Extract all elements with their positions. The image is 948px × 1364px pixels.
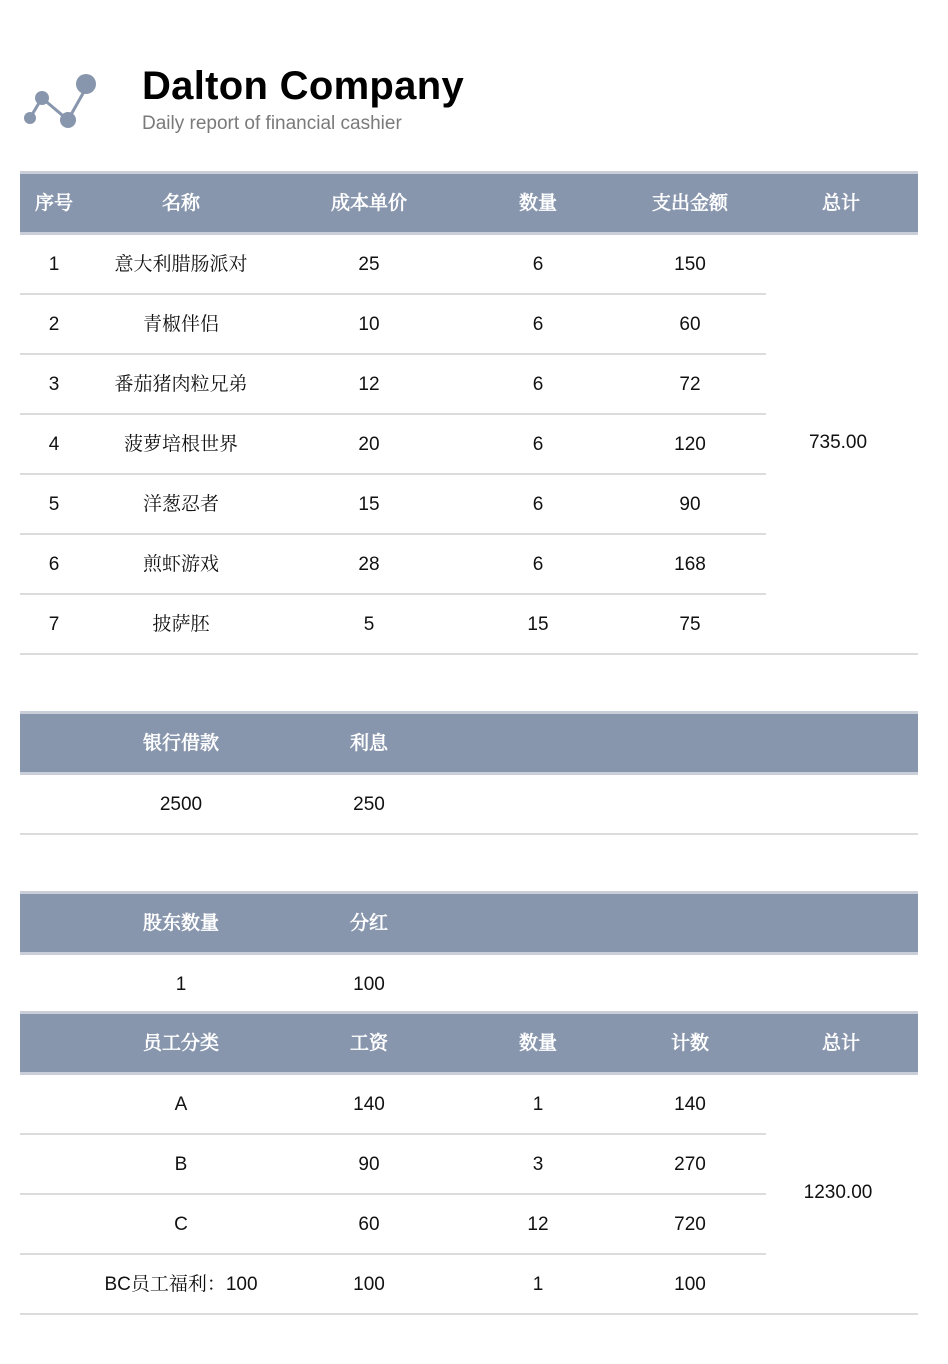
cell-qty: 6	[532, 374, 544, 395]
cell-count: 720	[674, 1214, 706, 1235]
col-header-amount: 支出金额	[651, 192, 729, 214]
cell-qty: 12	[527, 1214, 549, 1235]
col-header-total: 总计	[821, 1032, 861, 1054]
cell-qty: 6	[532, 554, 544, 575]
cell-name: 意大利腊肠派对	[114, 254, 248, 275]
table-bottom-line	[20, 833, 918, 835]
cell-no: 5	[48, 494, 60, 515]
table-row	[20, 355, 918, 415]
table-header	[20, 891, 918, 955]
cell-unit-cost: 25	[358, 254, 380, 275]
table-row	[20, 1195, 918, 1255]
cell-name: 番茄猪肉粒兄弟	[114, 374, 248, 395]
staff-total: 1230.00	[803, 1182, 873, 1203]
cell-unit-cost: 5	[363, 614, 375, 635]
col-header-name: 名称	[161, 192, 201, 214]
table-bottom-line	[20, 1313, 918, 1315]
cell-name: 煎虾游戏	[142, 554, 220, 575]
table-header	[20, 171, 918, 235]
col-header-loan: 银行借款	[142, 732, 220, 754]
table-row	[20, 535, 918, 595]
cell-no: 1	[48, 254, 60, 275]
col-header-count: 计数	[670, 1032, 710, 1054]
table-row	[20, 235, 918, 295]
table-header	[20, 711, 918, 775]
cell-name: 披萨胚	[152, 614, 210, 635]
cell-unit-cost: 10	[358, 314, 380, 335]
expense-total: 735.00	[808, 432, 868, 453]
cell-count: 270	[674, 1154, 706, 1175]
table-row	[20, 955, 918, 1009]
cell-qty: 6	[532, 434, 544, 455]
cell-count: 100	[674, 1274, 706, 1295]
company-title: Dalton Company	[142, 64, 464, 108]
cell-no: 7	[48, 614, 60, 635]
cell-qty: 3	[532, 1154, 544, 1175]
col-header-qty: 数量	[518, 1032, 558, 1054]
col-header-shareholders: 股东数量	[142, 912, 220, 934]
table-row	[20, 415, 918, 475]
cell-amount: 150	[674, 254, 706, 275]
cell-salary: 100	[353, 1274, 385, 1295]
table-bottom-line	[20, 653, 918, 655]
cell-name: 菠萝培根世界	[123, 434, 239, 455]
cell-name: 青椒伴侣	[142, 314, 220, 335]
cell-count: 140	[674, 1094, 706, 1115]
cell-no: 6	[48, 554, 60, 575]
cell-category: C	[174, 1214, 188, 1235]
col-header-dividend: 分红	[349, 912, 389, 934]
cell-qty: 1	[532, 1274, 544, 1295]
col-header-interest: 利息	[349, 732, 389, 754]
cell-qty: 6	[532, 314, 544, 335]
cell-unit-cost: 15	[358, 494, 380, 515]
cell-unit-cost: 28	[358, 554, 380, 575]
table-row	[20, 475, 918, 535]
cell-amount: 168	[674, 554, 706, 575]
cell-salary: 140	[353, 1094, 385, 1115]
table-body	[20, 235, 918, 655]
cell-loan: 2500	[159, 794, 203, 815]
cell-no: 4	[48, 434, 60, 455]
cell-amount: 75	[679, 614, 701, 635]
cell-qty: 1	[532, 1094, 544, 1115]
table-header	[20, 1011, 918, 1075]
cell-category: A	[174, 1094, 188, 1115]
cell-dividend: 100	[353, 974, 385, 995]
table-row	[20, 775, 918, 835]
cell-no: 2	[48, 314, 60, 335]
cell-salary: 60	[358, 1214, 380, 1235]
cell-amount: 72	[679, 374, 701, 395]
table-row	[20, 1255, 918, 1315]
cell-amount: 120	[674, 434, 706, 455]
dividend-table	[20, 891, 918, 1009]
line-chart-nodes-icon	[20, 70, 100, 130]
cell-unit-cost: 20	[358, 434, 380, 455]
col-header-salary: 工资	[349, 1032, 389, 1054]
col-header-qty: 数量	[518, 192, 558, 214]
cell-name: 洋葱忍者	[142, 494, 220, 515]
table-row	[20, 295, 918, 355]
table-row	[20, 1075, 918, 1135]
cell-interest: 250	[353, 794, 385, 815]
loan-table	[20, 711, 918, 835]
col-header-unit-cost: 成本单价	[330, 192, 408, 214]
cell-qty: 6	[532, 494, 544, 515]
col-header-no: 序号	[34, 192, 74, 214]
cell-unit-cost: 12	[358, 374, 380, 395]
table-row	[20, 595, 918, 655]
cell-amount: 90	[679, 494, 701, 515]
cell-shareholders: 1	[175, 974, 187, 995]
table-body	[20, 1075, 918, 1315]
cell-category: B	[174, 1154, 188, 1175]
cell-salary: 90	[358, 1154, 380, 1175]
expense-table	[20, 171, 918, 655]
cell-no: 3	[48, 374, 60, 395]
table-row	[20, 1135, 918, 1195]
report-subtitle: Daily report of financial cashier	[142, 113, 402, 134]
cell-qty: 6	[532, 254, 544, 275]
staff-table	[20, 1011, 918, 1315]
col-header-category: 员工分类	[142, 1032, 220, 1054]
col-header-total: 总计	[821, 192, 861, 214]
cell-qty: 15	[527, 614, 549, 635]
cell-category: BC员工福利：100	[104, 1274, 258, 1295]
cell-amount: 60	[679, 314, 701, 335]
